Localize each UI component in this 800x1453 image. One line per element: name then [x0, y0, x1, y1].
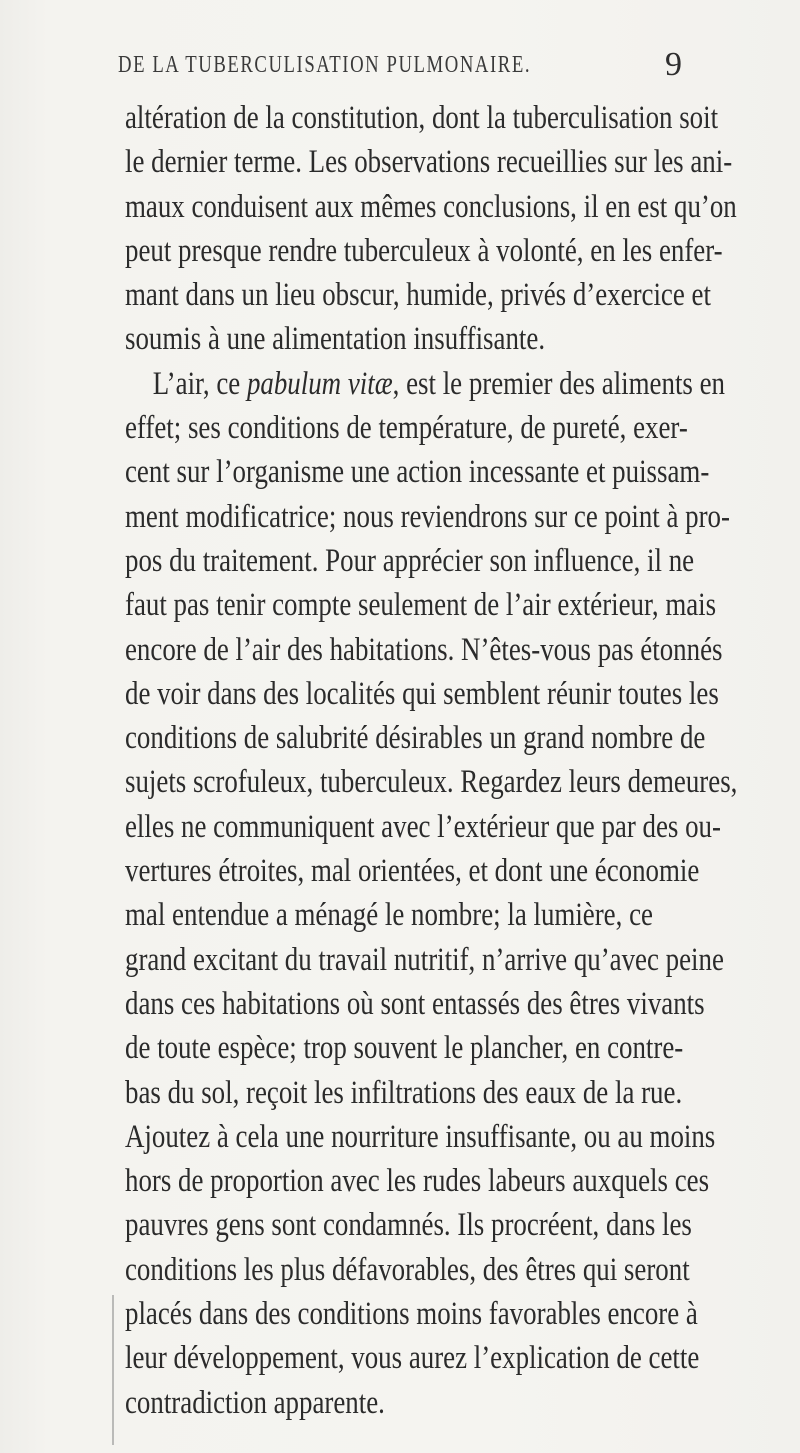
text-line: sujets scrofuleux, tuberculeux. Regardez leurs demeures, — [125, 764, 738, 801]
text-line: grand excitant du travail nutritif, n’arrive qu’avec peine — [125, 941, 724, 978]
text-line: de toute espèce; trop souvent le plancher, en contre- — [125, 1030, 684, 1067]
text-line: le dernier terme. Les observations recueillies sur les ani- — [125, 144, 733, 181]
text-line: faut pas tenir compte seulement de l’air extérieur, mais — [125, 587, 717, 624]
text-line: ment modificatrice; nous reviendrons sur ce point à pro- — [125, 498, 730, 535]
text-line: conditions les plus défavorables, des êtres qui seront — [125, 1251, 690, 1288]
text-line: pos du traitement. Pour apprécier son influence, il ne — [125, 542, 695, 579]
text-line: maux conduisent aux mêmes conclusions, il en est qu’on — [125, 188, 737, 225]
text-line: dans ces habitations où sont entassés des êtres vivants — [125, 985, 705, 1022]
text-line: pauvres gens sont condamnés. Ils procréent, dans les — [125, 1207, 692, 1244]
body-text — [125, 96, 800, 1425]
text-line: conditions de salubrité désirables un grand nombre de — [125, 720, 706, 757]
text-line: contradiction apparente. — [125, 1384, 385, 1421]
margin-rule — [112, 1295, 114, 1445]
text-line: Ajoutez à cela une nourriture insuffisante, ou au moins — [125, 1118, 716, 1155]
text-line: effet; ses conditions de température, de pureté, exer- — [125, 410, 688, 447]
text-line: soumis à une alimentation insuffisante. — [125, 321, 546, 358]
text-line: hors de proportion avec les rudes labeurs auxquels ces — [125, 1163, 710, 1200]
text-line: de voir dans des localités qui semblent réunir toutes les — [125, 675, 719, 712]
text-line: peut presque rendre tuberculeux à volonté, en les enfer- — [125, 232, 723, 269]
text-line: leur développement, vous aurez l’explication de cette — [125, 1340, 700, 1377]
text-line: mant dans un lieu obscur, humide, privés d’exercice et — [125, 277, 711, 314]
page-number: 9 — [665, 46, 682, 83]
page-header — [118, 46, 682, 88]
text-line: bas du sol, reçoit les infiltrations des eaux de la rue. — [125, 1074, 683, 1111]
text-line: placés dans des conditions moins favorables encore à — [125, 1296, 698, 1333]
text-line: L’air, ce pabulum vitæ, est le premier des aliments en — [152, 365, 725, 402]
text-line: elles ne communiquent avec l’extérieur que par des ou- — [125, 808, 721, 845]
text-line: mal entendue a ménagé le nombre; la lumière, ce — [125, 897, 653, 934]
text-line: vertures étroites, mal orientées, et dont une économie — [125, 853, 700, 890]
text-line: altération de la constitution, dont la tuberculisation soit — [125, 100, 719, 136]
text-line: encore de l’air des habitations. N’êtes-vous pas étonnés — [125, 631, 723, 668]
running-head: DE LA TUBERCULISATION PULMONAIRE. — [118, 52, 532, 78]
text-line: cent sur l’organisme une action incessante et puissam- — [125, 454, 710, 491]
